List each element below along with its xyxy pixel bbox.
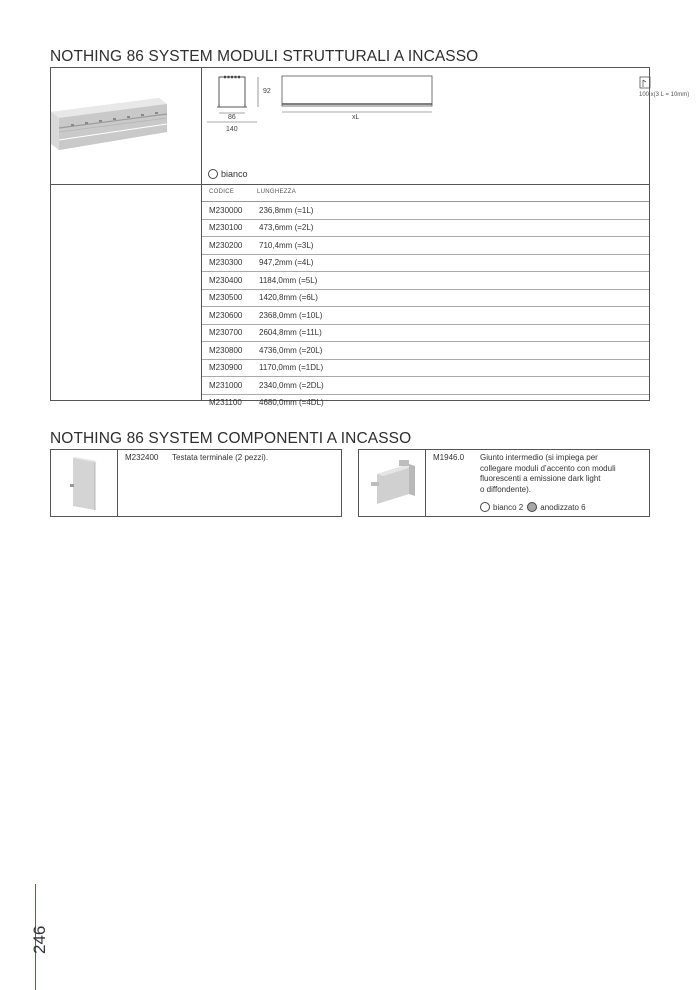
page-number: 246	[30, 925, 49, 954]
white-swatch-icon	[480, 502, 490, 512]
joint-code: M1946.0	[433, 453, 465, 462]
joint-color-options	[480, 502, 586, 512]
inner-width-dimension: 86	[228, 114, 236, 121]
outer-width-dimension: 140	[226, 126, 238, 133]
row-code: M230800	[209, 345, 243, 355]
row-length: 236,8mm (=1L)	[259, 205, 314, 215]
section-title-moduli: NOTHING 86 SYSTEM MODULI STRUTTURALI A INCASSO	[50, 48, 479, 65]
anodized-swatch-icon	[527, 502, 537, 512]
table-row	[202, 202, 649, 220]
length-dimension: xL	[352, 114, 360, 121]
table-row	[202, 220, 649, 238]
moduli-product-box	[50, 67, 690, 407]
row-code: M230000	[209, 205, 243, 215]
row-length: 2604,8mm (=11L)	[259, 328, 322, 337]
row-length: 1184,0mm (=5L)	[259, 275, 318, 285]
table-row	[202, 325, 649, 343]
header-codice: CODICE	[209, 189, 235, 195]
scale-note: 100 x(3 L = 10mm)	[639, 92, 690, 98]
table-row	[202, 307, 649, 325]
row-code: M230600	[209, 310, 243, 320]
header-lunghezza: LUNGHEZZA	[257, 189, 297, 195]
end-cap-product-image	[67, 454, 103, 512]
row-length: 4680,0mm (=4DL)	[259, 398, 324, 407]
module-product-image	[51, 94, 171, 158]
section-title-componenti: NOTHING 86 SYSTEM COMPONENTI A INCASSO	[50, 430, 412, 447]
component-divider	[425, 450, 426, 516]
row-length: 710,4mm (=3L)	[259, 240, 314, 250]
table-row	[202, 360, 649, 378]
table-row	[202, 395, 649, 412]
lamp-symbol-icon	[639, 76, 651, 89]
joint-description-line: Giunto intermedio (si impiega per	[480, 453, 598, 462]
component-end-cap-box	[50, 449, 342, 517]
joint-description	[480, 453, 616, 495]
color-option-anodizzato-6: anodizzato 6	[540, 502, 586, 512]
row-length: 2368,0mm (=10L)	[259, 310, 323, 320]
length-table	[202, 185, 649, 411]
component-divider	[117, 450, 118, 516]
table-row	[202, 272, 649, 290]
component-joint-box	[358, 449, 650, 517]
row-code: M230300	[209, 258, 243, 267]
table-row	[202, 237, 649, 255]
end-cap-description: Testata terminale (2 pezzi).	[172, 453, 269, 462]
table-row	[202, 342, 649, 360]
height-dimension: 92	[263, 88, 271, 95]
table-row	[202, 377, 649, 395]
row-length: 1170,0mm (=1DL)	[259, 363, 324, 372]
joint-product-image	[369, 458, 421, 508]
row-code: M230200	[209, 240, 243, 250]
row-code: M230900	[209, 363, 243, 372]
white-swatch-icon	[208, 169, 218, 179]
joint-description-line: collegare moduli d’accento con moduli	[480, 463, 616, 473]
row-length: 1420,8mm (=6L)	[259, 293, 318, 302]
table-header	[202, 185, 649, 202]
profile-section-drawing	[202, 68, 282, 138]
color-option-bianco	[208, 169, 248, 179]
row-code: M230100	[209, 223, 243, 232]
row-code: M230500	[209, 293, 243, 302]
joint-description-line: fluorescenti a emissione dark light	[480, 474, 601, 483]
row-length: 4736,0mm (=20L)	[259, 345, 323, 355]
color-option-label: bianco	[221, 169, 248, 179]
table-row	[202, 255, 649, 273]
row-length: 473,6mm (=2L)	[259, 223, 314, 232]
row-length: 947,2mm (=4L)	[259, 258, 314, 267]
row-length: 2340,0mm (=2DL)	[259, 380, 324, 390]
profile-length-drawing	[280, 68, 440, 128]
end-cap-code: M232400	[125, 453, 159, 462]
color-option-bianco-2: bianco 2	[493, 502, 524, 512]
row-code: M230700	[209, 328, 243, 337]
row-code: M230400	[209, 275, 243, 285]
row-code: M231100	[209, 398, 242, 407]
joint-description-line: o diffondente).	[480, 484, 532, 494]
technical-drawing	[202, 68, 690, 184]
table-row	[202, 290, 649, 308]
row-code: M231000	[209, 380, 243, 390]
